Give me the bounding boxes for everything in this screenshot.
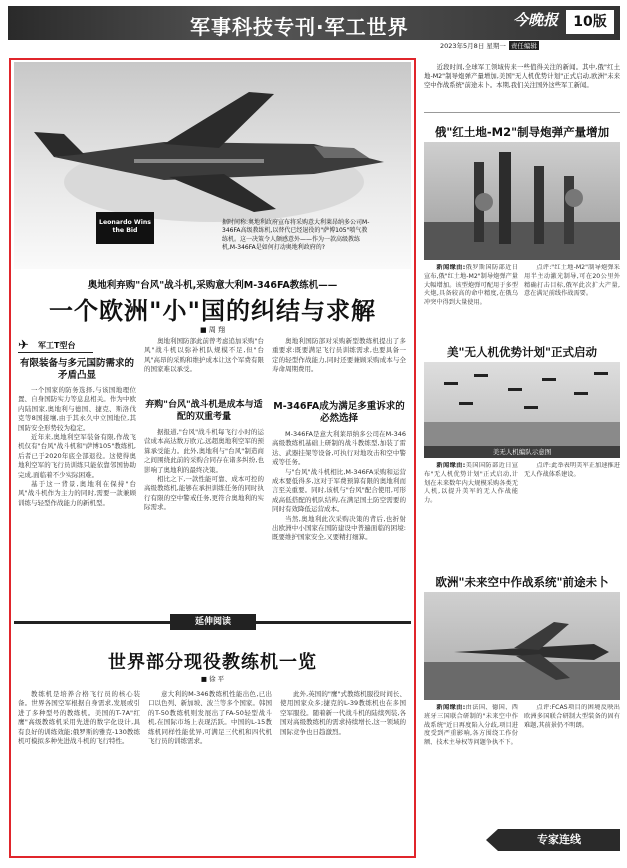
- article-column-3-top: [272, 337, 406, 399]
- editor-tag: 责任编辑: [510, 42, 537, 50]
- paragraph: 教练机是培养合格飞行员的核心装备。世界各国空军根据自身需求,发展或引进了多种型号的教练机。美国的T-7A"红鹰"高级教练机采用先进的数字化设计,具有良好的训练效能;俄罗斯的雅克-130教练机可模拟多种先进战斗机的飞行特性。: [18, 690, 140, 746]
- paragraph: 近年来,奥地利空军装备有限,作战飞机仅有"台风"战斗机和"萨博105"教练机,后者已于2020年底全部退役。这使得奥地利空军的飞行员训练只能依靠邻国协助完成,面临着不少实际困难。: [18, 433, 136, 479]
- paragraph: 奥地利国防部对采购新型教练机提出了多重要求:既要满足飞行员训练需求,也要具备一定的轻型作战能力,同时还要兼顾采购成本与全寿命周期费用。: [272, 337, 406, 374]
- artillery-shells-image: [424, 142, 620, 260]
- extended-byline: ■ 徐 平: [200, 675, 225, 683]
- news-title-1: 俄"红土地-M2"制导炮弹产量增加: [434, 125, 610, 139]
- section-heading-1: 有限装备与多元国防需求的矛盾凸显: [19, 358, 134, 381]
- fighter-model-image: [424, 592, 620, 700]
- right-intro: [424, 64, 620, 90]
- section-heading-2: 弃购"台风"战斗机是成本与适配的双重考量: [145, 400, 263, 422]
- badge-label: 军工T型台: [38, 341, 76, 350]
- extended-column-3: [280, 690, 406, 852]
- news-lead: 新闻缘由:: [436, 704, 466, 711]
- news-body: 美国国防部近日宣布"无人机优势计划"正式启动,计划在未来数年内大规模采购各类无人机,以提升美军的无人作战能力。: [424, 462, 518, 505]
- section-title: 军事科技专刊·军工世界: [190, 15, 409, 39]
- page-number: 10版: [566, 10, 614, 34]
- news-photo-2: [424, 362, 620, 458]
- news-title-2: 美"无人机优势计划"正式启动: [447, 345, 597, 359]
- date-text: 2023年5月8日 星期一: [440, 42, 506, 50]
- paragraph: 与"台风"战斗机相比,M-346FA采购和运营成本要低得多,这对于军费预算有限的奥地利而言至关重要。同时,该机与"台风"配合使用,可形成高低搭配的机队结构,在满足国土防空需要的同时有效降低运营成本。: [272, 467, 406, 514]
- article-byline: ■ 周 翔: [199, 326, 226, 334]
- paragraph: 此外,英国的"鹰"式教练机服役时间长、使用国家众多;捷克的L-39教练机也在多国空军服役。随着新一代战斗机的陆续列装,各国对高级教练机的需求持续增长,这一领域的国际竞争也日趋激烈。: [280, 690, 406, 736]
- paragraph: M-346FA是意大利莱昂纳多公司在M-346高级教练机基础上研制的战斗教练型,加装了雷达、武器挂架等设备,可执行对地攻击和空中警戒等任务。: [272, 430, 406, 467]
- divider: [424, 112, 620, 113]
- article-headline: 一个欧洲"小"国的纠结与求解: [48, 297, 376, 325]
- news-lead: 新闻缘由:: [436, 264, 466, 271]
- paragraph: 近段时间,全球军工领域传来一些值得关注的新闻。其中,俄"红土地-M2"制导炮弹产量增加,美国"无人机优势计划"正式启动,欧洲"未来空中作战系统"前途未卜。本期,我们关注国外这些军工新闻。: [424, 64, 620, 89]
- news-body: 点评:此举表明美军正加速推进无人作战体系建设。: [524, 462, 620, 478]
- photo-caption-2: 美无人机编队示意图: [424, 446, 620, 458]
- extended-reading-banner: [14, 614, 411, 630]
- paragraph: 相比之下,一款性能可靠、成本可控的高级教练机,能够在承担训练任务的同时执行有限的空中警戒任务,更符合奥地利的实际需求。: [144, 475, 264, 512]
- paragraph: 奥地利国防部此前曾考虑追加采购"台风"战斗机以弥补机队规模不足,但"台风"高昂的采购和维护成本让这个军费有限的国家难以承受。: [144, 337, 264, 374]
- expert-hotline-banner: 专家连线: [498, 829, 620, 851]
- drone-swarm-image: [424, 362, 620, 458]
- news-body: 点评:FCAS项目的困境反映出欧洲多国联合研制大型装备的固有难题,其前景仍不明朗。: [524, 704, 620, 729]
- hero-photo: [14, 62, 411, 269]
- news-body: 俄罗斯国防部近日宣布,俄"红土地-M2"制导炮弹产量大幅增加。该型炮弹可配用于多型火炮,具备较高的命中精度,在俄乌冲突中得到大量使用。: [424, 264, 518, 307]
- column-badge: [18, 337, 93, 353]
- article-column-3: [272, 430, 406, 610]
- extended-column-2: [148, 690, 272, 852]
- article-subhead: 奥地利弃购"台风"战斗机,采购意大利M-346FA教练机——: [87, 280, 338, 291]
- paragraph: 意大利的M-346教练机性能出色,已出口以色列、新加坡、波兰等多个国家。韩国的T-50教练机则发展出了FA-50轻型战斗机,在国际市场上表现活跃。中国的L-15教练机同样性能优异,可满足三代机和四代机飞行员的训练需求。: [148, 690, 272, 746]
- dateline: [440, 41, 539, 50]
- paragraph: 据报道,"台风"战斗机每飞行小时的运营成本高达数万欧元,远超奥地利空军的预算承受能力。此外,奥地利与"台风"制造商之间围绕此前的采购合同存在诸多纠纷,也影响了奥地利的最终决策。: [144, 428, 264, 474]
- bird-icon: ✈: [18, 338, 29, 353]
- news-text-1b: [524, 264, 620, 336]
- article-column-1: [18, 386, 136, 610]
- leonardo-logo-box: Leonardo Wins the Bid: [96, 212, 154, 244]
- photo-caption: 据时间称:奥地利政府宣布将采购意大利莱昂纳多公司M-346FA高级教练机,以替代已经退役的"萨博105"喷气教练机。这一决策令人颇感意外——作为一款高级教练机,M-346FA是如何打动奥地利政府的?: [222, 219, 370, 252]
- news-text-2b: [524, 462, 620, 562]
- banner-label: 延伸阅读: [170, 614, 256, 630]
- news-text-2a: [424, 462, 518, 562]
- news-title-3: 欧洲"未来空中作战系统"前途未卜: [435, 575, 609, 589]
- news-text-1a: [424, 264, 518, 336]
- extended-headline: 世界部分现役教练机一览: [108, 652, 317, 673]
- news-text-3a: [424, 704, 518, 824]
- news-body: 由法国、德国、西班牙三国联合研制的"未来空中作战系统"近日再度陷入分歧,项目进度受到严重影响,各方围绕工作份额、技术主导权等问题争执不下。: [424, 704, 518, 747]
- newspaper-logo: 今晚报: [513, 11, 559, 29]
- article-column-2-top: [144, 337, 264, 397]
- news-lead: 新闻缘由:: [436, 462, 466, 469]
- paragraph: 基于这一背景,奥地利在保持"台风"战斗机作为主力的同时,需要一款兼顾训练与轻型作战能力的新机型。: [18, 480, 136, 507]
- paragraph: 当然,奥地利此次采购决策的背后,也折射出欧洲中小国家在国防建设中普遍面临的困境:既要维护国家安全,又要精打细算。: [272, 514, 406, 542]
- news-photo-3: [424, 592, 620, 700]
- news-body: 点评:"红土地-M2"制导炮弹采用半主动激光制导,可在20公里外精确打击目标,俄军此次扩大产量,意在满足前线作战需要。: [524, 264, 620, 298]
- paragraph: 一个国家的防务选择,与该国地理位置、自身国防实力等息息相关。作为中欧内陆国家,奥地利与德国、捷克、斯洛伐克等8国接壤,由于其永久中立国地位,其国防安全形势较为稳定。: [18, 386, 136, 432]
- section-heading-3: M-346FA成为满足多重诉求的必然选择: [273, 401, 405, 424]
- news-text-3b: [524, 704, 620, 824]
- article-column-2: [144, 428, 264, 610]
- masthead: [8, 6, 620, 40]
- extended-column-1: [18, 690, 140, 852]
- news-photo-1: [424, 142, 620, 260]
